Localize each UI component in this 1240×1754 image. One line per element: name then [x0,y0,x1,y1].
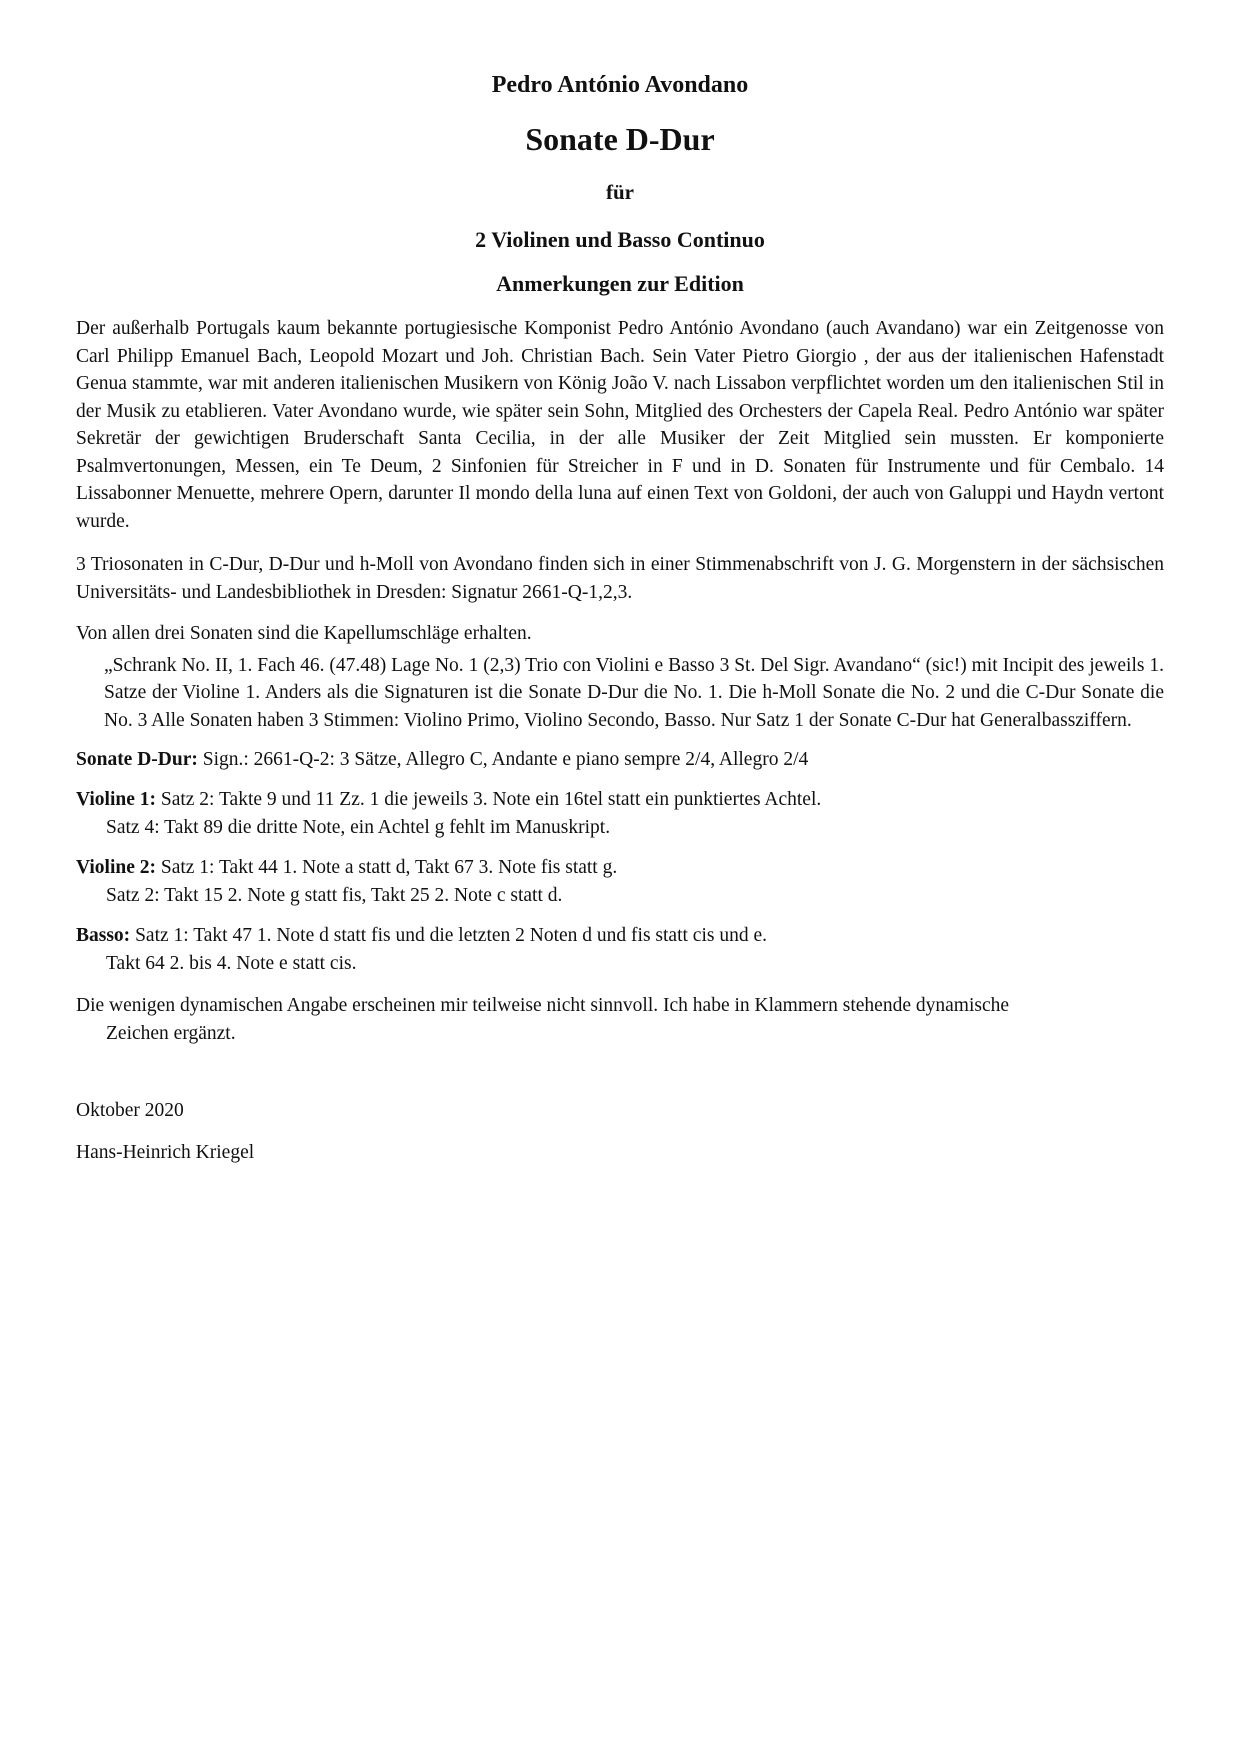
dynamics-line1: Die wenigen dynamischen Angabe erscheinen mir teilweise nicht sinnvoll. Ich habe in Klammern stehende dynamische [76,995,1010,1016]
basso-line2: Takt 64 2. bis 4. Note e statt cis. [106,953,357,974]
instrumentation: 2 Violinen und Basso Continuo [475,227,765,252]
section-heading: Anmerkungen zur Edition [496,271,744,296]
sonate-note [76,746,1164,774]
violine2-line1: Satz 1: Takt 44 1. Note a statt d, Takt 67 3. Note fis statt g. [155,857,618,878]
composer-name: Pedro António Avondano [491,72,749,98]
for-label: für [606,180,634,204]
covers-paragraph: Von allen drei Sonaten sind die Kapellumschläge erhalten. [76,623,532,644]
violine1-note [76,786,1164,842]
violine2-label: Violine 2: [76,857,156,878]
violine1-line2: Satz 4: Takt 89 die dritte Note, ein Achtel g fehlt im Manuskript. [106,817,611,838]
violine1-label: Violine 1: [76,789,156,810]
basso-line1: Satz 1: Takt 47 1. Note d statt fis und die letzten 2 Noten d und fis statt cis und e. [130,925,767,946]
date: Oktober 2020 [76,1100,184,1121]
page-title: Sonate D-Dur [525,121,715,157]
dynamics-note [76,992,1164,1048]
author-name: Hans-Heinrich Kriegel [76,1141,255,1163]
sonate-text: Sign.: 2661-Q-2: 3 Sätze, Allegro C, Andante e piano sempre 2/4, Allegro 2/4 [197,749,809,770]
violine2-note [76,854,1164,910]
basso-note [76,922,1164,978]
source-paragraph: 3 Triosonaten in C-Dur, D-Dur und h-Moll von Avondano finden sich in einer Stimmenabschrift von J. G. Morgenstern in der sächsischen Universitäts- und Landesbibliothek in Dresden: Signatur 2661-Q-1,2,3. [76,554,1164,603]
dynamics-line2: Zeichen ergänzt. [106,1023,236,1044]
sonate-label: Sonate D-Dur: [76,749,198,770]
violine2-line2: Satz 2: Takt 15 2. Note g statt fis, Takt 25 2. Note c statt d. [106,885,563,906]
basso-label: Basso: [76,925,131,946]
cover-quote: „Schrank No. II, 1. Fach 46. (47.48) Lage No. 1 (2,3) Trio con Violini e Basso 3 St. Del Sigr. Avandano“ (sic!) mit Incipit des jeweils 1. Satze der Violine 1. Anders als die Signaturen ist die Sonate D-Dur die No. 1. Die h-Moll Sonate die No. 2 und die C-Dur Sonate die No. 3 Alle Sonaten haben 3 Stimmen: Violino Primo, Violino Secondo, Basso. Nur Satz 1 der Sonate C-Dur hat Generalbassziffern. [104,654,1164,731]
intro-paragraph: Der außerhalb Portugals kaum bekannte portugiesische Komponist Pedro António Avondano (auch Avandano) war ein Zeitgenosse von Carl Philipp Emanuel Bach, Leopold Mozart und Joh. Christian Bach. Sein Vater Pietro Giorgio , der aus der italienischen Hafenstadt Genua stammte, war mit anderen italienischen Musikern von König João V. nach Lissabon verpflichtet worden um den italienischen Stil in der Musik zu etablieren. Vater Avondano wurde, wie später sein Sohn, Mitglied des Orchesters der Capela Real. Pedro António war später Sekretär der gewichtigen Bruderschaft Santa Cecilia, in der alle Musiker der Zeit Mitglied sein mussten. Er komponierte Psalmvertonungen, Messen, ein Te Deum, 2 Sinfonien für Streicher in F und in D. Sonaten für Instrumente und für Cembalo. 14 Lissabonner Menuette, mehrere Opern, darunter Il mondo della luna auf einen Text von Goldoni, der auch von Galuppi und Haydn vertont wurde. [76,318,1164,532]
violine1-line1: Satz 2: Takte 9 und 11 Zz. 1 die jeweils 3. Note ein 16tel statt ein punktiertes Achtel. [155,789,822,810]
